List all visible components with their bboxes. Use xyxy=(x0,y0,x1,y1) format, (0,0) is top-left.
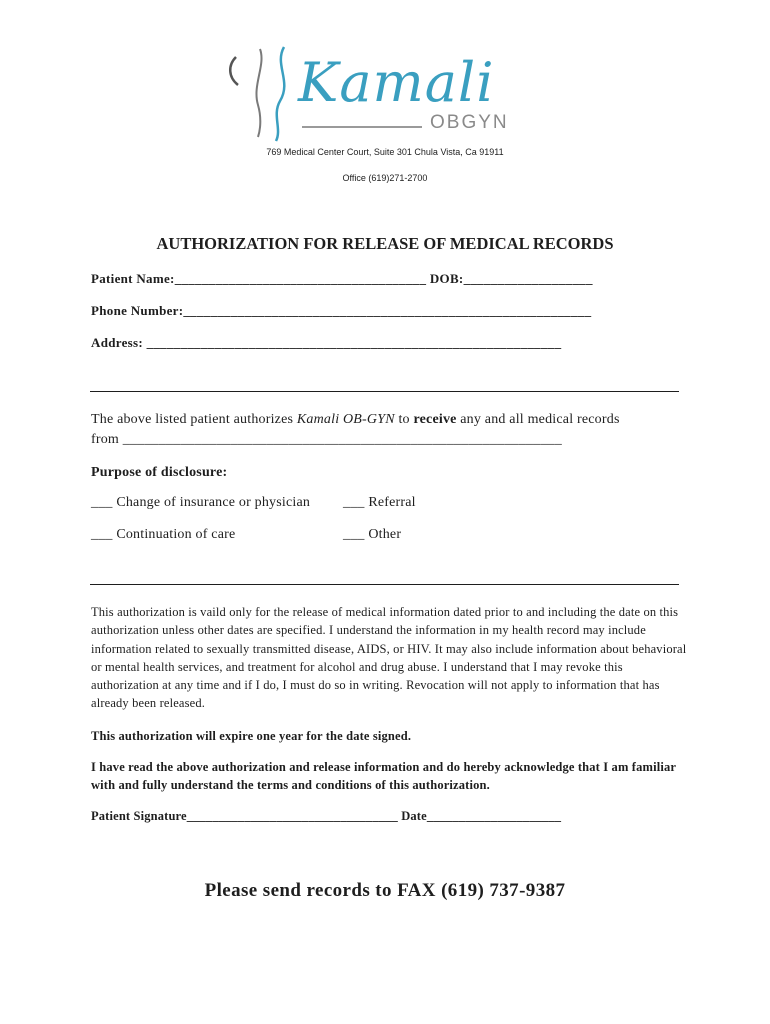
purpose-heading: Purpose of disclosure: xyxy=(91,465,228,480)
disclaimer-paragraph: This authorization is vaild only for the release of medical information dated prior to and including the date on this authorization unless other dates are specified. I understand the information in my health record may include information related to sexually transmitted disease, AIDS, or HIV. It may also include information about behavioral or mental health services, and treatment for alcohol and drug abuse. I understand that I may revoke this authorization at any time and if I do, I must do so in writing. Revocation will not apply to information that has already been released. xyxy=(91,605,687,711)
acknowledgement: I have read the above authorization and release information and do hereby acknowledge that I am familiar with and fully understand the terms and conditions of this authorization. xyxy=(91,760,676,793)
patient-name-label: Patient Name: xyxy=(91,271,175,286)
from-field[interactable]: _____________________________________________________________ xyxy=(122,432,562,447)
clinic-address: 769 Medical Center Court, Suite 301 Chula Vista, Ca 91911 xyxy=(266,147,504,157)
authorize-text-to: to xyxy=(394,412,414,427)
date-label: Date xyxy=(401,809,427,823)
from-row xyxy=(91,432,562,448)
purpose-blank[interactable]: ___ xyxy=(343,527,365,542)
authorize-text: The above listed patient authorizes xyxy=(91,412,297,427)
address-field[interactable]: _____________________________________________________________ xyxy=(146,335,562,350)
purpose-blank[interactable]: ___ xyxy=(91,495,113,510)
signature-field[interactable]: _________________________________ xyxy=(186,809,398,823)
patient-name-row xyxy=(91,271,593,287)
phone-field[interactable]: ____________________________________________________________ xyxy=(183,303,592,318)
dob-field[interactable]: ___________________ xyxy=(463,271,593,286)
purpose-option-change-insurance[interactable] xyxy=(91,495,310,511)
form-title: AUTHORIZATION FOR RELEASE OF MEDICAL RECORDS xyxy=(156,234,614,253)
date-field[interactable]: _____________________ xyxy=(426,809,562,823)
purpose-option-other[interactable] xyxy=(343,527,401,543)
purpose-blank[interactable]: ___ xyxy=(91,527,113,542)
purpose-label: Continuation of care xyxy=(116,527,236,542)
signature-label: Patient Signature xyxy=(91,809,187,823)
purpose-label: Referral xyxy=(368,495,416,510)
section-divider xyxy=(90,584,679,585)
section-divider xyxy=(90,391,679,392)
purpose-blank[interactable]: ___ xyxy=(343,495,365,510)
office-phone: Office (619)271-2700 xyxy=(342,173,428,183)
brand-name: Kamali xyxy=(298,51,495,114)
receive-word: receive xyxy=(413,412,457,427)
purpose-option-referral[interactable] xyxy=(343,495,416,511)
dob-label: DOB: xyxy=(429,271,464,286)
signature-row xyxy=(91,807,691,825)
purpose-option-continuation[interactable] xyxy=(91,527,235,543)
patient-name-field[interactable]: _____________________________________ xyxy=(174,271,427,286)
provider-name: Kamali OB-GYN xyxy=(296,412,395,427)
brand-subtitle: OBGYN xyxy=(430,112,509,133)
phone-row xyxy=(91,303,591,319)
from-label: from xyxy=(91,432,120,447)
authorize-text-end: any and all medical records xyxy=(456,412,620,427)
purpose-label: Change of insurance or physician xyxy=(116,495,311,510)
authorization-statement xyxy=(91,412,620,428)
address-label: Address: xyxy=(91,335,144,350)
purpose-label: Other xyxy=(368,527,402,542)
fax-instruction: Please send records to FAX (619) 737-9387 xyxy=(204,880,566,901)
phone-label: Phone Number: xyxy=(91,303,184,318)
address-row xyxy=(91,335,561,351)
expiry-note: This authorization will expire one year for the date signed. xyxy=(91,729,412,743)
